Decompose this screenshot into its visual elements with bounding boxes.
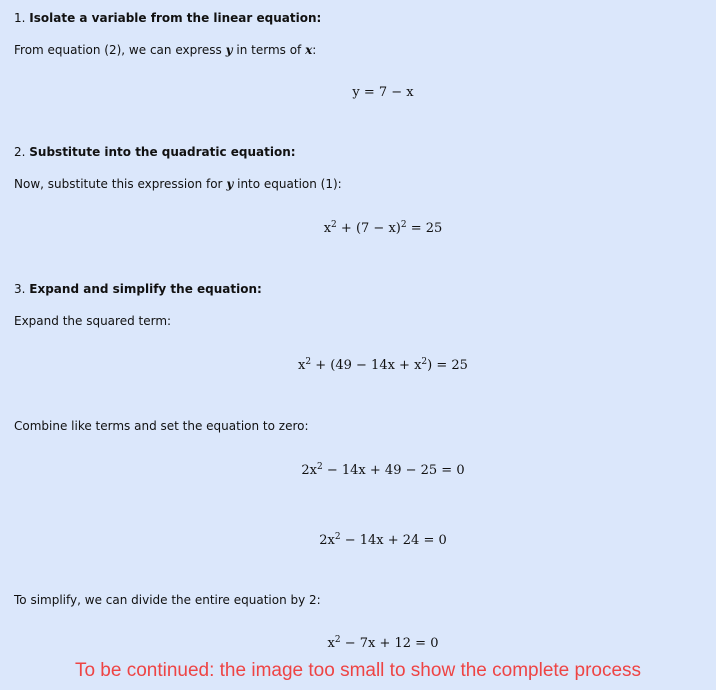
paragraph-text: To simplify, we can divide the entire equation by 2: (14, 593, 321, 607)
math-variable-y: y (226, 177, 234, 191)
step-1-number: 1. (14, 11, 26, 25)
step-2-number: 2. (14, 145, 26, 159)
equation-expanded (0, 358, 716, 374)
equation-y-isolated (0, 85, 716, 101)
exponent: 2 (334, 635, 341, 645)
paragraph-text: Combine like terms and set the equation to zero: (14, 419, 309, 433)
step-3-heading (14, 282, 262, 296)
math-variable-y: y (225, 43, 233, 57)
paragraph-text: : (312, 43, 317, 57)
equation-term: − 7x + 12 = 0 (340, 636, 439, 651)
step-3-title: Expand and simplify the equation: (29, 282, 262, 296)
equation-term: − 14x + 49 − 25 = 0 (322, 463, 465, 478)
exponent: 2 (305, 357, 312, 367)
equation-term: + (49 − 14x + x (311, 358, 422, 373)
exponent: 2 (421, 357, 428, 367)
paragraph-text: From equation (2), we can express (14, 43, 226, 57)
equation-term: ) = 25 (427, 358, 468, 373)
equation-term: x (298, 358, 306, 373)
exponent: 2 (334, 532, 341, 542)
equation-term: 2x (319, 533, 335, 548)
step-1-title: Isolate a variable from the linear equation: (29, 11, 322, 25)
equation-simplified (0, 533, 716, 549)
math-variable-x: x (305, 43, 313, 57)
paragraph-text: into equation (1): (233, 177, 342, 191)
equation-term: x (323, 221, 332, 236)
paragraph-text: in terms of (232, 43, 306, 57)
step-1-heading (14, 11, 321, 25)
continuation-notice: To be continued: the image too small to show the complete process (74, 660, 642, 681)
exponent: 2 (317, 462, 323, 472)
equation-term: = 25 (406, 221, 443, 236)
equation-divided (0, 636, 716, 652)
exponent: 2 (331, 220, 337, 230)
equation-term: x (327, 636, 335, 651)
step-2-heading (14, 145, 296, 159)
equation-text: y = 7 − x (352, 85, 414, 100)
exponent: 2 (400, 220, 407, 230)
paragraph-text: Now, substitute this expression for (14, 177, 227, 191)
paragraph-substitute (14, 177, 342, 191)
equation-term: + (7 − x) (336, 221, 401, 236)
equation-term: 2x (301, 463, 317, 478)
step-2-title: Substitute into the quadratic equation: (29, 145, 296, 159)
paragraph-combine (14, 419, 309, 433)
paragraph-text: Expand the squared term: (14, 314, 172, 328)
paragraph-expand (14, 314, 171, 328)
equation-term: − 14x + 24 = 0 (340, 533, 447, 548)
equation-combined (0, 463, 716, 479)
equation-substituted (0, 221, 716, 237)
paragraph-express-y (14, 43, 316, 57)
paragraph-divide (14, 593, 321, 607)
step-3-number: 3. (14, 282, 26, 296)
